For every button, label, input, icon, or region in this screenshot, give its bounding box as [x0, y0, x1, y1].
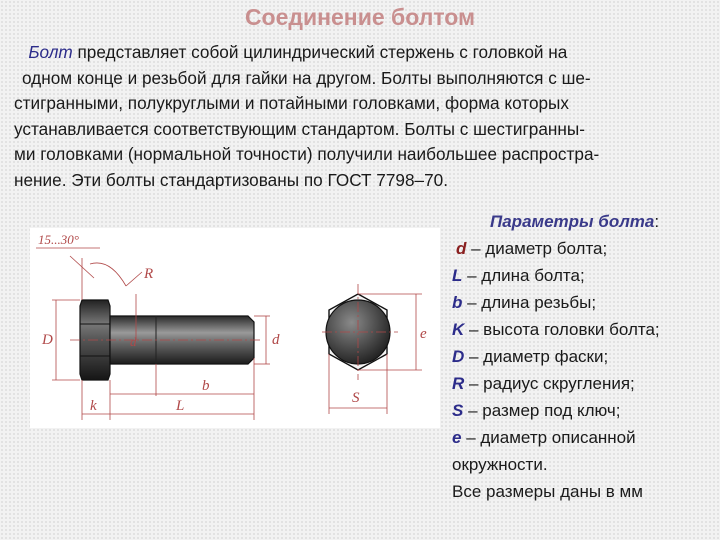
- intro-line-6: нение. Эти болты стандартизованы по ГОСТ 7798–70.: [14, 169, 448, 190]
- param-S: [452, 397, 714, 424]
- intro-line-5: ми головками (нормальной точности) получили наибольшее распростра-: [14, 144, 600, 164]
- angle-label: 15...30°: [38, 232, 79, 247]
- parameters-header: [452, 208, 714, 235]
- bolt-keyword: Болт: [28, 42, 73, 62]
- intro-line-3: стигранными, полукруглыми и потайными головками, форма которых: [14, 93, 570, 113]
- intro-line-2: одном конце и резьбой для гайки на другом. Болты выполняются с ше-: [22, 67, 591, 88]
- label-R: R: [144, 266, 154, 282]
- param-e-text: – диаметр описанной: [461, 428, 636, 447]
- label-D: D: [42, 332, 53, 348]
- parameters-header-text: Параметры болта: [490, 212, 655, 231]
- param-R-text: – радиус скругления;: [464, 374, 635, 393]
- param-S-text: – размер под ключ;: [463, 401, 621, 420]
- label-L: L: [176, 398, 185, 414]
- param-d-text: – диаметр болта;: [466, 239, 608, 258]
- param-d: [452, 235, 714, 262]
- param-K: [452, 316, 714, 343]
- intro-line-1-text: представляет собой цилиндрический стержень с головкой на: [72, 42, 568, 62]
- label-k: k: [90, 398, 97, 414]
- label-e: e: [420, 326, 427, 342]
- param-b-text: – длина резьбы;: [462, 293, 597, 312]
- bolt-drawing: [30, 228, 440, 428]
- param-d-symbol: d: [456, 239, 467, 258]
- param-e-continuation: окружности.: [452, 455, 548, 474]
- parameters-header-colon: :: [654, 212, 660, 231]
- param-e-symbol: e: [452, 428, 462, 447]
- param-D-symbol: D: [452, 347, 465, 366]
- label-d-small: d: [130, 334, 137, 349]
- param-D-text: – диаметр фаски;: [464, 347, 609, 366]
- param-b: [452, 289, 714, 316]
- param-b-symbol: b: [452, 293, 463, 312]
- param-R: [452, 370, 714, 397]
- param-L-symbol: L: [452, 266, 463, 285]
- intro-line-1: [14, 40, 714, 66]
- param-S-symbol: S: [452, 401, 464, 420]
- intro-line-4: устанавливается соответствующим стандартом. Болты с шестигранны-: [14, 118, 585, 139]
- param-K-text: – высота головки болта;: [464, 320, 660, 339]
- param-e: [452, 424, 714, 451]
- param-K-symbol: K: [452, 320, 465, 339]
- label-d: d: [272, 332, 280, 348]
- label-b: b: [202, 378, 210, 394]
- label-S: S: [352, 390, 360, 406]
- intro-paragraph: [14, 40, 714, 193]
- param-L-text: – длина болта;: [462, 266, 585, 285]
- units-note: Все размеры даны в мм: [452, 482, 643, 501]
- bolt-parameters-list: [452, 208, 714, 505]
- param-R-symbol: R: [452, 374, 465, 393]
- param-D: [452, 343, 714, 370]
- page-title: Соединение болтом: [244, 4, 476, 30]
- bolt-drawing-svg: [30, 228, 440, 428]
- param-L: [452, 262, 714, 289]
